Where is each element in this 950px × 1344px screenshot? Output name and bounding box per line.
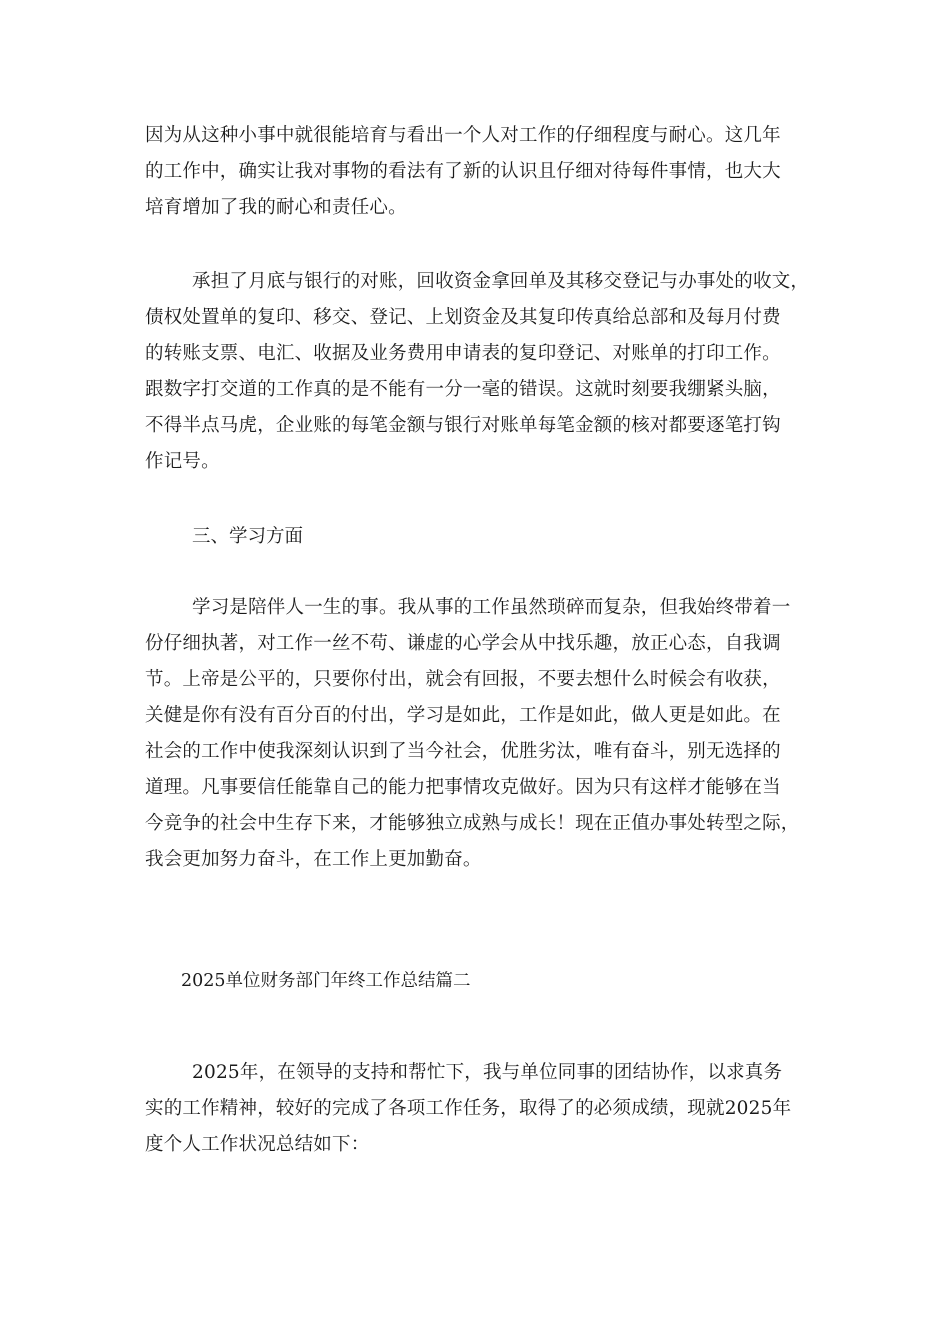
paragraph-line: 不得半点马虎，企业账的每笔金额与银行对账单每笔金额的核对都要逐笔打钩 bbox=[145, 415, 781, 436]
paragraph-line: 关健是你有没有百分百的付出，学习是如此，工作是如此，做人更是如此。在 bbox=[145, 705, 781, 726]
paragraph-line: 道理。凡事要信任能靠自己的能力把事情攻克做好。因为只有这样才能够在当 bbox=[145, 777, 781, 798]
paragraph-line: 跟数字打交道的工作真的是不能有一分一毫的错误。这就时刻要我绷紧头脑， bbox=[145, 379, 781, 400]
paragraph-summary-intro bbox=[145, 1055, 835, 1163]
paragraph-learning bbox=[145, 590, 835, 878]
article-title-block bbox=[145, 963, 835, 999]
article-title: 2025单位财务部门年终工作总结篇二 bbox=[181, 971, 471, 991]
paragraph-line: 度个人工作状况总结如下： bbox=[145, 1134, 370, 1155]
paragraph-line: 培育增加了我的耐心和责任心。 bbox=[145, 197, 407, 218]
paragraph-line: 学习是陪伴人一生的事。我从事的工作虽然琐碎而复杂，但我始终带着一 bbox=[192, 597, 791, 618]
section-heading-block bbox=[145, 519, 835, 555]
paragraph-line: 我会更加努力奋斗，在工作上更加勤奋。 bbox=[145, 849, 482, 870]
paragraph-line: 实的工作精神，较好的完成了各项工作任务，取得了的必须成绩，现就2025年 bbox=[145, 1098, 792, 1119]
paragraph-line: 承担了月底与银行的对账，回收资金拿回单及其移交登记与办事处的收文， bbox=[192, 271, 810, 292]
paragraph-line: 的工作中，确实让我对事物的看法有了新的认识且仔细对待每件事情，也大大 bbox=[145, 161, 781, 182]
paragraph-line: 债权处置单的复印、移交、登记、上划资金及其复印传真给总部和及每月付费 bbox=[145, 307, 781, 328]
paragraph-continuation bbox=[145, 118, 835, 226]
paragraph-line: 份仔细执著，对工作一丝不苟、谦虚的心学会从中找乐趣，放正心态，自我调 bbox=[145, 633, 781, 654]
paragraph-line: 的转账支票、电汇、收据及业务费用申请表的复印登记、对账单的打印工作。 bbox=[145, 343, 781, 364]
paragraph-reconciliation bbox=[145, 264, 835, 480]
paragraph-line: 节。上帝是公平的，只要你付出，就会有回报，不要去想什么时候会有收获， bbox=[145, 669, 781, 690]
paragraph-line: 因为从这种小事中就很能培育与看出一个人对工作的仔细程度与耐心。这几年 bbox=[145, 125, 781, 146]
section-heading: 三、学习方面 bbox=[192, 526, 304, 547]
paragraph-line: 社会的工作中使我深刻认识到了当今社会，优胜劣汰，唯有奋斗，别无选择的 bbox=[145, 741, 781, 762]
paragraph-line: 今竞争的社会中生存下来，才能够独立成熟与成长！现在正值办事处转型之际， bbox=[145, 813, 800, 834]
paragraph-line: 作记号。 bbox=[145, 451, 220, 472]
paragraph-line: 2025年，在领导的支持和帮忙下，我与单位同事的团结协作，以求真务 bbox=[192, 1062, 783, 1083]
